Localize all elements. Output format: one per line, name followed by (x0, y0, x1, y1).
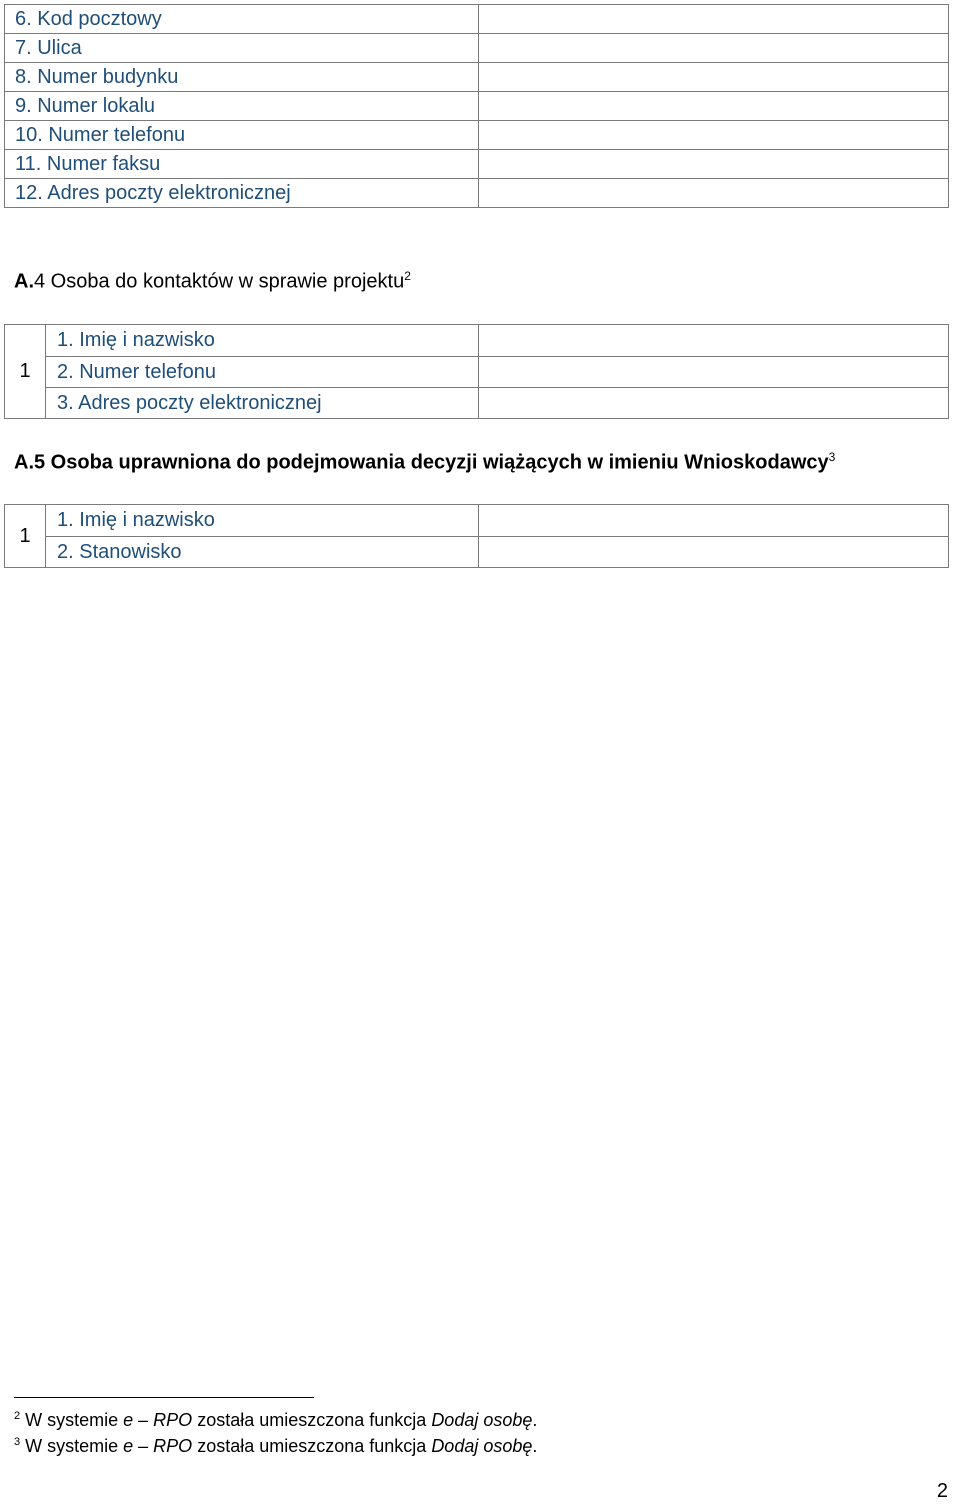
contact-person-table (4, 324, 949, 419)
table-row (5, 121, 949, 150)
table-row (5, 505, 949, 537)
section-a5-heading (14, 450, 835, 475)
contact-phone-input[interactable] (479, 357, 949, 388)
street-input[interactable] (479, 34, 949, 63)
footnote-3 (14, 1436, 537, 1457)
field-label-full-name: 1. Imię i nazwisko (46, 325, 479, 357)
field-label-building-number: 8. Numer budynku (5, 63, 479, 92)
footnote-2 (14, 1410, 537, 1431)
field-label-email: 12. Adres poczty elektronicznej (5, 179, 479, 208)
contact-email-input[interactable] (479, 388, 949, 419)
page-number: 2 (936, 1480, 948, 1502)
field-label-email: 3. Adres poczty elektronicznej (46, 388, 479, 419)
footnote-number: 3 (14, 1436, 21, 1448)
authorized-position-input[interactable] (479, 537, 949, 568)
field-label-full-name: 1. Imię i nazwisko (46, 505, 479, 537)
footnote-number: 2 (14, 1410, 21, 1422)
section-a4-heading (14, 269, 411, 294)
authorized-full-name-input[interactable] (479, 505, 949, 537)
table-row (5, 325, 949, 357)
table-row (5, 537, 949, 568)
footnote-emphasis: e – RPO (123, 1410, 193, 1430)
phone-number-input[interactable] (479, 121, 949, 150)
unit-number-input[interactable] (479, 92, 949, 121)
table-row (5, 34, 949, 63)
contact-full-name-input[interactable] (479, 325, 949, 357)
footnote-ref-3[interactable]: 3 (828, 450, 836, 464)
table-row (5, 63, 949, 92)
field-label-street: 7. Ulica (5, 34, 479, 63)
footnote-text: W systemie (25, 1410, 124, 1430)
footnote-emphasis: Dodaj osobę (431, 1410, 533, 1430)
field-label-fax-number: 11. Numer faksu (5, 150, 479, 179)
table-row (5, 150, 949, 179)
fax-number-input[interactable] (479, 150, 949, 179)
contact-fields-table (4, 4, 949, 208)
footnote-emphasis: e – RPO (123, 1436, 193, 1456)
footnote-text: . (532, 1410, 538, 1430)
footnote-ref-2[interactable]: 2 (404, 269, 411, 283)
table-row (5, 5, 949, 34)
footnote-text: została umieszczona funkcja (192, 1410, 432, 1430)
field-label-postal-code: 6. Kod pocztowy (5, 5, 479, 34)
table-row (5, 92, 949, 121)
table-row (5, 388, 949, 419)
row-number: 1 (5, 505, 46, 568)
field-label-position: 2. Stanowisko (46, 537, 479, 568)
building-number-input[interactable] (479, 63, 949, 92)
section-a5-title: A.5 Osoba uprawniona do podejmowania decyzji wiążących w imieniu Wnioskodawcy (14, 451, 829, 474)
row-number: 1 (5, 325, 46, 419)
footnote-text: została umieszczona funkcja (192, 1436, 432, 1456)
section-a4-title: 4 Osoba do kontaktów w sprawie projektu (34, 270, 405, 293)
field-label-phone: 2. Numer telefonu (46, 357, 479, 388)
authorized-person-table (4, 504, 949, 568)
table-row (5, 357, 949, 388)
footnote-text: . (532, 1436, 538, 1456)
footnote-separator (14, 1397, 314, 1398)
field-label-phone-number: 10. Numer telefonu (5, 121, 479, 150)
postal-code-input[interactable] (479, 5, 949, 34)
footnote-emphasis: Dodaj osobę (431, 1436, 533, 1456)
table-row (5, 179, 949, 208)
footnote-text: W systemie (25, 1436, 124, 1456)
section-a4-prefix: A. (14, 270, 34, 293)
email-input[interactable] (479, 179, 949, 208)
field-label-unit-number: 9. Numer lokalu (5, 92, 479, 121)
